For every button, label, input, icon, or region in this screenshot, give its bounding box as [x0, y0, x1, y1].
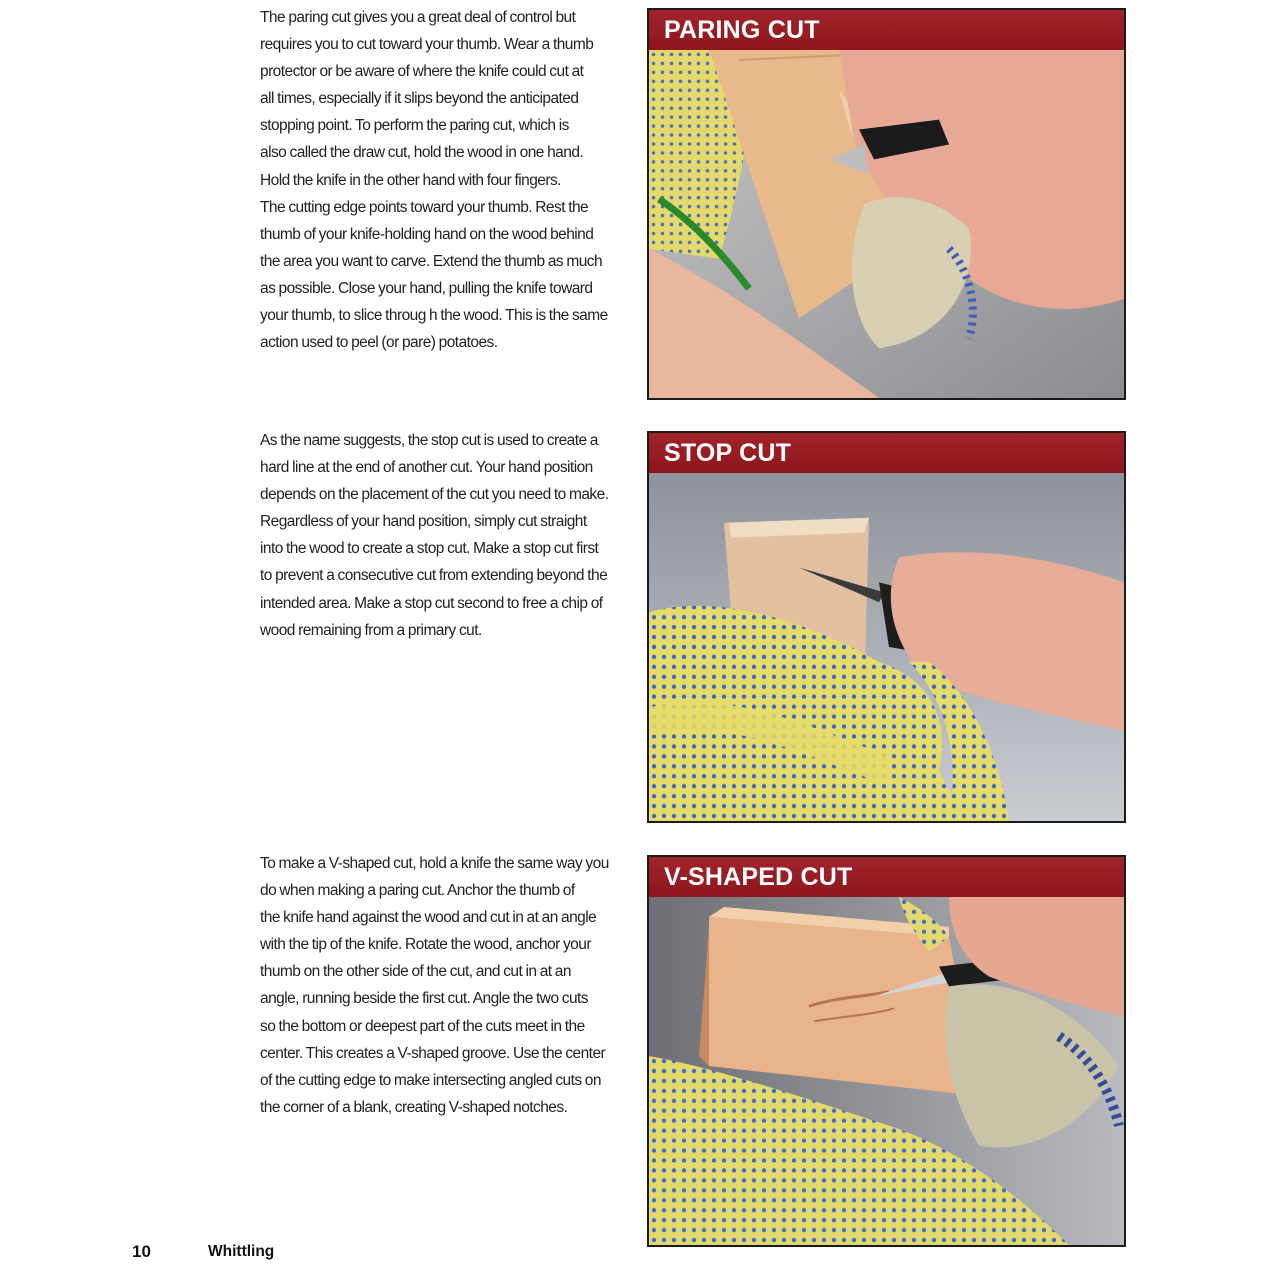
text-line: intended area. Make a stop cut second to free a chip of: [260, 594, 603, 612]
v-shaped-cut-photo: [649, 897, 1124, 1245]
paring-cut-photo: [649, 50, 1124, 398]
text-line: all times, especially if it slips beyond the anticipated: [260, 90, 579, 108]
v-shaped-cut-text: [260, 850, 620, 1121]
text-line: do when making a paring cut. Anchor the thumb of: [260, 882, 575, 900]
text-line: the knife hand against the wood and cut in at an angle: [260, 909, 597, 927]
text-line: To make a V-shaped cut, hold a knife the same way you: [260, 855, 609, 872]
text-line: with the tip of the knife. Rotate the wood, anchor your: [260, 936, 591, 954]
text-line: Regardless of your hand position, simply cut straight: [260, 513, 587, 531]
text-line: thumb on the other side of the cut, and cut in at an: [260, 963, 571, 981]
text-line: depends on the placement of the cut you need to make.: [260, 486, 609, 504]
text-line: requires you to cut toward your thumb. Wear a thumb: [260, 36, 594, 54]
text-line: angle, running beside the first cut. Angle the two cuts: [260, 990, 589, 1008]
stop-cut-photo: [649, 473, 1124, 821]
text-line: so the bottom or deepest part of the cuts meet in the: [260, 1017, 585, 1035]
paring-cut-text: [260, 4, 620, 356]
stop-cut-text: [260, 427, 620, 644]
text-line: wood remaining from a primary cut.: [260, 621, 482, 639]
page-number: 10: [132, 1242, 151, 1261]
text-line: Hold the knife in the other hand with four fingers.: [260, 171, 561, 189]
text-line: of the cutting edge to make intersecting angled cuts on: [260, 1071, 601, 1089]
text-line: The paring cut gives you a great deal of control but: [260, 9, 576, 26]
stop-cut-heading: STOP CUT: [649, 433, 1124, 473]
text-line: the corner of a blank, creating V-shaped notches.: [260, 1098, 568, 1116]
text-line: to prevent a consecutive cut from extending beyond the: [260, 567, 608, 585]
text-line: the area you want to carve. Extend the thumb as much: [260, 252, 603, 270]
text-line: action used to peel (or pare) potatoes.: [260, 334, 498, 352]
text-line: your thumb, to slice throug h the wood. This is the same: [260, 307, 608, 325]
text-line: into the wood to create a stop cut. Make a stop cut first: [260, 540, 599, 558]
text-line: The cutting edge points toward your thumb. Rest the: [260, 198, 589, 216]
stop-cut-panel: [647, 431, 1126, 823]
text-line: As the name suggests, the stop cut is used to create a: [260, 432, 598, 449]
text-line: protector or be aware of where the knife could cut at: [260, 63, 584, 81]
book-title: Whittling: [208, 1243, 275, 1260]
v-shaped-cut-heading: V-SHAPED CUT: [649, 857, 1124, 897]
text-line: hard line at the end of another cut. Your hand position: [260, 459, 593, 477]
text-line: as possible. Close your hand, pulling the knife toward: [260, 279, 593, 297]
text-line: center. This creates a V-shaped groove. Use the center: [260, 1044, 606, 1062]
text-line: also called the draw cut, hold the wood in one hand.: [260, 144, 584, 162]
v-shaped-cut-panel: [647, 855, 1126, 1247]
text-line: thumb of your knife-holding hand on the wood behind: [260, 225, 594, 243]
paring-cut-heading: PARING CUT: [649, 10, 1124, 50]
paring-cut-panel: [647, 8, 1126, 400]
text-line: stopping point. To perform the paring cut, which is: [260, 117, 569, 135]
